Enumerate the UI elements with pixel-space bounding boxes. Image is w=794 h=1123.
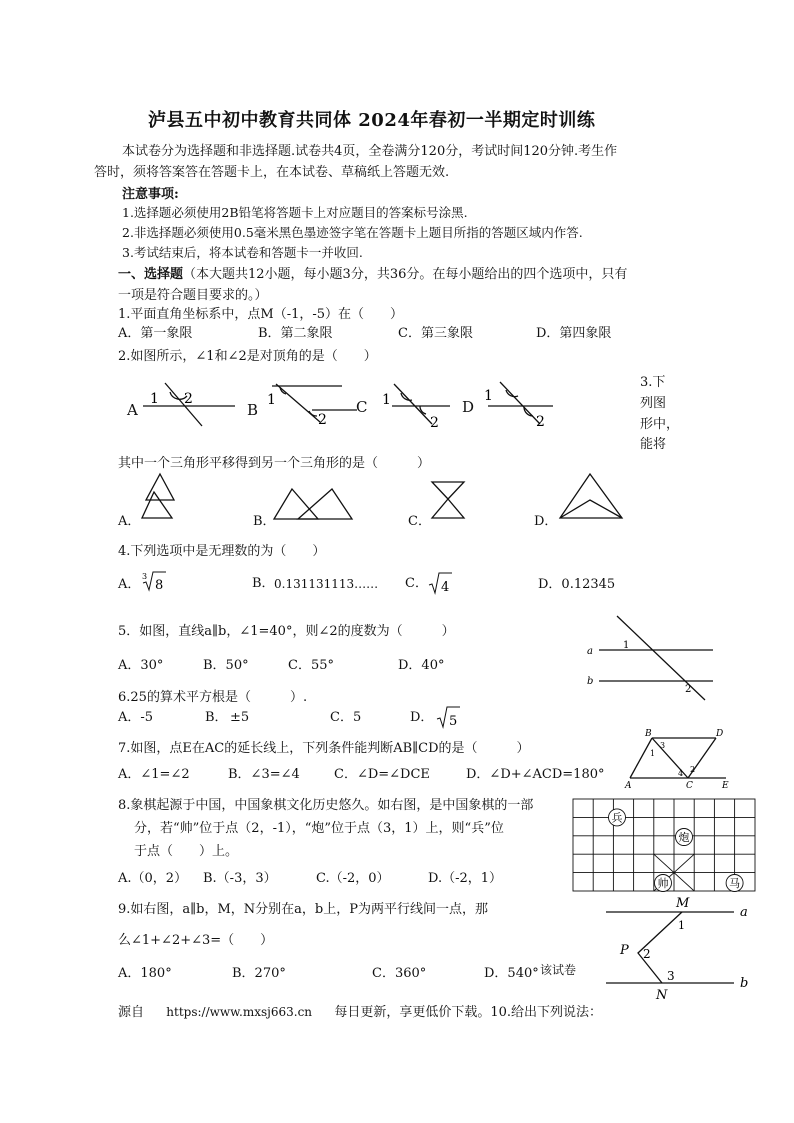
q4-option-a (118, 573, 140, 592)
q4-a-radicand: 8 (155, 578, 164, 593)
q4-option-c-label: C． (405, 576, 428, 591)
q6-option-d-label: D． (410, 710, 434, 725)
q3-figure-b (270, 485, 360, 525)
q3-a-triangle-2 (142, 492, 172, 518)
q2-letter-d: D (462, 398, 475, 416)
q4-c-square-root (428, 570, 454, 596)
q8-piece-shuai-label: 帅 (657, 877, 669, 890)
q2-c-transversal (394, 384, 432, 424)
q2-d-label-1: 1 (484, 388, 493, 404)
q8-line-2: 分，若“帅”位于点（2，-1），“炮”位于点（3，1）上，则“兵”位 (134, 821, 504, 836)
q3-d-inner-lines (560, 500, 622, 518)
q3-figure-d (558, 470, 628, 525)
q6-option-b-value: ±5 (230, 710, 250, 725)
q1-stem: 1.平面直角坐标系中，点M（-1，-5）在（ ） (118, 307, 404, 322)
q1-option-b: B．第二象限 (258, 326, 333, 341)
q3-d-outer-triangle (560, 474, 622, 518)
q2-a-label-2: 2 (184, 391, 193, 407)
q5-label-1: 1 (623, 640, 630, 651)
q2-b-label-2: 2 (318, 412, 327, 428)
q3-a-triangle-1 (146, 474, 174, 500)
q3-option-b: B． (253, 514, 276, 529)
q8-piece-bing-label: 兵 (611, 811, 623, 825)
q5-label-2: 2 (685, 684, 692, 695)
q3-b-triangle-1 (274, 489, 318, 519)
q8-option-c: C.（-2，0） (316, 871, 390, 886)
q7-label-1: 1 (650, 749, 656, 758)
q7-option-c: C．∠D=∠DCE (334, 767, 430, 782)
q7-label-c: C (686, 781, 693, 791)
q3-option-c: C． (408, 514, 431, 529)
notice-item-3: 3.考试结束后，将本试卷和答题卡一并收回. (122, 245, 363, 260)
q3-figure-c (428, 478, 478, 523)
q2-b-arc-2 (309, 411, 317, 416)
q8-line-3: 于点（ ）上。 (134, 844, 239, 859)
q9-option-c: C．360° (372, 966, 427, 981)
q9-label-1: 1 (678, 919, 685, 932)
q7-option-d: D．∠D+∠ACD=180° (466, 767, 605, 782)
q2-figure-b (262, 380, 362, 430)
q1-option-c: C．第三象限 (398, 326, 473, 341)
q6-option-c: C．5 (330, 710, 362, 725)
q6-d-square-root (436, 704, 462, 730)
q5-label-b: b (587, 676, 594, 687)
intro-line-2: 答时，须将答案答在答题卡上，在本试卷、草稿纸上答题无效. (94, 165, 450, 180)
q5-stem: 5．如图，直线a∥b，∠1=40°，则∠2的度数为（ ） (118, 624, 455, 639)
q2-letter-a: A (127, 401, 138, 419)
q3-side-2: 列图 (640, 396, 667, 411)
q4-stem: 4.下列选项中是无理数的为（ ） (118, 544, 326, 559)
q4-a-cube-root (140, 568, 170, 594)
q2-b-transversal (276, 384, 320, 422)
q9-label-n: N (656, 988, 668, 1003)
footer-text: 每日更新，享更低价下载。10.给出下列说法： (334, 1005, 603, 1020)
footer-line (118, 1001, 602, 1020)
q4-option-b-label: B． (252, 576, 275, 591)
q7-label-a: A (625, 781, 632, 791)
section-desc-2: 一项是符合题目要求的。） (118, 288, 268, 303)
q7-line-ab (630, 738, 652, 778)
q8-chess-board (572, 798, 758, 894)
section-heading (118, 263, 627, 282)
q7-figure (620, 726, 735, 790)
q7-label-e: E (722, 781, 729, 791)
q2-letter-c: C (356, 398, 368, 416)
q8-option-a: A.（0，2） (118, 871, 188, 886)
q5-transversal (617, 616, 705, 700)
q8-line-1: 8.象棋起源于中国，中国象棋文化历史悠久。如右图，是中国象棋的一部 (118, 798, 534, 813)
q3-side-1: 3.下 (640, 375, 666, 390)
q6-option-a: A．-5 (118, 710, 154, 725)
q9-figure (600, 895, 760, 1005)
q3-c-triangle-1 (432, 482, 464, 499)
q4-option-d: D．0.12345 (538, 577, 616, 592)
q5-option-c: C．55° (288, 658, 334, 673)
q4-c-radicand: 4 (441, 580, 450, 595)
q2-d-label-2: 2 (536, 414, 545, 430)
q7-option-a: A．∠1=∠2 (118, 767, 190, 782)
section-desc-1: （本大题共12小题，每小题3分，共36分。在每小题给出的四个选项中，只有 (183, 267, 628, 282)
q5-option-d: D．40° (398, 658, 445, 673)
q6-stem: 6.25的算术平方根是（ ）. (118, 690, 308, 705)
q9-option-a: A．180° (118, 966, 172, 981)
q8-piece-pao-label: 炮 (678, 831, 690, 844)
q9-trailing-text: 该试卷 (540, 963, 577, 977)
footer-source-label: 源自 (118, 1005, 145, 1020)
q6-d-radicand: 5 (449, 714, 458, 729)
page-title: 泸县五中初中教育共同体 2024年春初一半期定时训练 (148, 110, 596, 131)
q7-stem: 7.如图，点E在AC的延长线上，下列条件能判断AB∥CD的是（ ） (118, 741, 530, 756)
q2-letter-b: B (247, 401, 259, 419)
q9-label-b: b (740, 976, 749, 991)
q3-figure-a (140, 470, 200, 525)
q9-label-p: P (620, 943, 629, 958)
q2-a-label-1: 1 (150, 391, 159, 407)
q2-figure-c (372, 380, 475, 431)
q5-option-a: A．30° (118, 658, 164, 673)
q3-b-triangle-2 (298, 489, 352, 519)
q9-label-a: a (740, 905, 748, 920)
q8-piece-shuai (655, 875, 672, 892)
q5-figure (585, 610, 725, 705)
q7-option-b: B．∠3=∠4 (228, 767, 300, 782)
q9-line-2: 么∠1+∠2+∠3=（ ） (118, 933, 274, 948)
q4-a-root-index: 3 (142, 572, 148, 581)
q2-stem: 2.如图所示，∠1和∠2是对顶角的是（ ） (118, 349, 377, 364)
q8-piece-pao (676, 829, 693, 846)
q7-label-d: D (716, 729, 724, 739)
q2-figure-d (478, 378, 578, 428)
q8-piece-bing (609, 809, 626, 826)
q8-option-b: B.（-3，3） (203, 871, 277, 886)
q3-stem: 其中一个三角形平移得到另一个三角形的是（ ） (118, 456, 431, 471)
q8-piece-ma-label: 马 (729, 877, 741, 890)
q3-c-triangle-2 (432, 499, 464, 518)
section-label: 一、选择题 (118, 267, 184, 282)
footer-url[interactable]: https://www.mxsj663.cn (166, 1005, 313, 1019)
q2-figure-a (140, 380, 240, 430)
notice-item-2: 2.非选择题必须使用0.5毫米黑色墨迹签字笔在答题卡上题目所指的答题区域内作答. (122, 225, 583, 240)
q2-d-transversal (500, 382, 540, 424)
notice-item-1: 1.选择题必须使用2B铅笔将答题卡上对应题目的答案标号涂黑. (122, 205, 468, 220)
q9-line-1: 9.如右图，a∥b，M，N分别在a，b上，P为两平行线间一点，那 (118, 902, 488, 917)
q9-option-d: D．540° (484, 966, 539, 981)
q3-option-a: A． (118, 514, 141, 529)
q2-c-label-2: 2 (430, 415, 439, 431)
q3-side-3: 形中， (640, 417, 680, 432)
q4-option-b-value: 0.131131113…… (274, 577, 379, 591)
q9-label-m: M (676, 896, 690, 911)
q3-side-4: 能将 (640, 437, 667, 452)
q9-label-2: 2 (643, 947, 651, 961)
q3-option-d: D． (534, 514, 558, 529)
q7-label-2: 2 (690, 765, 696, 774)
intro-line-1: 本试卷分为选择题和非选择题.试卷共4页，全卷满分120分，考试时间120分钟.考生作 (122, 144, 618, 159)
q8-option-d: D.（-2，1） (428, 871, 503, 886)
q5-label-a: a (587, 646, 593, 657)
q7-label-3: 3 (660, 741, 666, 750)
q1-option-d: D．第四象限 (536, 326, 612, 341)
q2-b-label-1: 1 (267, 392, 276, 408)
q5-option-b: B．50° (203, 658, 249, 673)
q8-piece-ma (726, 875, 743, 892)
q4-a-label: A． (118, 577, 141, 592)
q7-label-b: B (645, 729, 652, 739)
q9-label-3: 3 (667, 969, 675, 983)
q9-option-b: B．270° (232, 966, 286, 981)
notice-heading: 注意事项: (122, 187, 179, 202)
q2-c-label-1: 1 (382, 392, 391, 408)
q6-option-b-label: B． (205, 710, 228, 725)
q1-option-a: A．第一象限 (118, 326, 193, 341)
q7-label-4: 4 (678, 769, 684, 778)
